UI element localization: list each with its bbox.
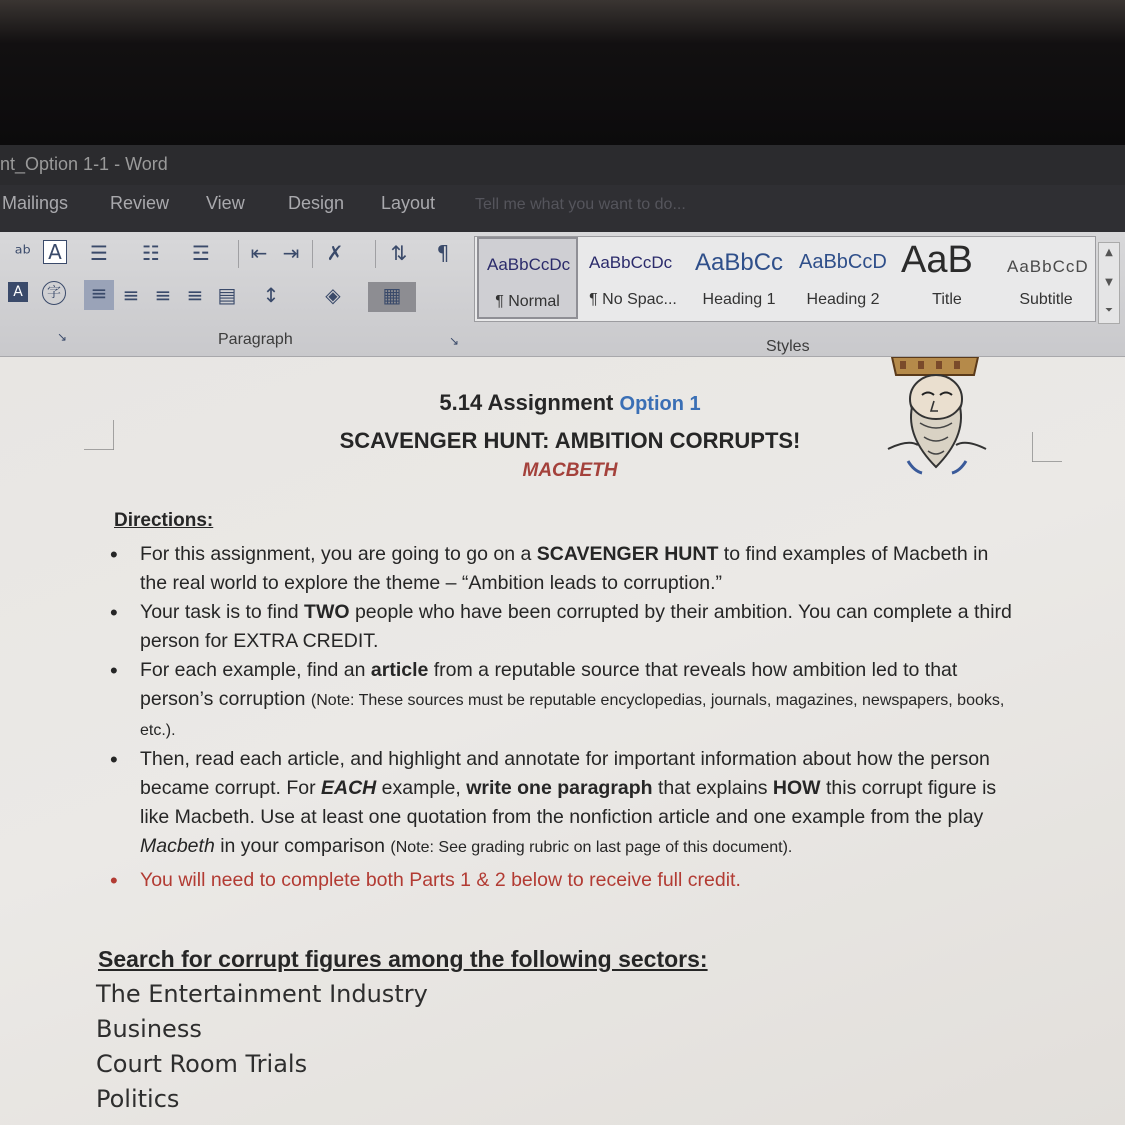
list-item: [140, 656, 1020, 745]
scroll-up-icon[interactable]: ▲: [1105, 247, 1113, 258]
bullets-icon[interactable]: ☰: [90, 241, 108, 265]
more-styles-icon[interactable]: ⏷: [1105, 305, 1113, 316]
scroll-down-icon[interactable]: ▼: [1105, 277, 1113, 288]
text-run: EACH: [320, 777, 377, 799]
styles-scrollbar[interactable]: [1098, 242, 1120, 324]
style-name: ¶ No Spac...: [589, 291, 677, 308]
style-heading-2[interactable]: [791, 237, 895, 319]
text-run: that explains: [652, 777, 773, 799]
style-sample: AaBbCcD: [1007, 257, 1089, 276]
style-name: Heading 2: [806, 291, 880, 308]
distributed-icon[interactable]: ▤: [217, 283, 237, 307]
decrease-indent-icon[interactable]: ⇤: [250, 241, 268, 265]
paragraph-group-label: Paragraph: [218, 331, 293, 348]
align-left-icon[interactable]: ≡: [84, 280, 114, 310]
separator: [238, 240, 239, 268]
style-title[interactable]: [895, 237, 999, 319]
style-sample: AaB: [901, 239, 973, 281]
asian-layout-icon[interactable]: ✗: [326, 241, 344, 265]
align-right-icon[interactable]: ≡: [154, 283, 172, 307]
character-border-icon[interactable]: A: [43, 240, 67, 264]
multilevel-list-icon[interactable]: ☲: [192, 241, 210, 265]
tell-me-search[interactable]: Tell me what you want to do...: [475, 196, 686, 213]
justify-icon[interactable]: ≡: [186, 283, 204, 307]
separator: [312, 240, 313, 268]
window-title: nt_Option 1-1 - Word: [0, 154, 168, 174]
sector-item: The Entertainment Industry: [96, 980, 428, 1008]
directions-list: [140, 540, 1020, 895]
directions-heading: Directions:: [114, 510, 214, 531]
numbering-icon[interactable]: ☷: [142, 241, 160, 265]
dialog-launcher-icon[interactable]: ↘: [56, 330, 68, 344]
highlight-icon[interactable]: A: [8, 282, 28, 302]
text-run: For each example, find an: [140, 659, 371, 681]
separator: [375, 240, 376, 268]
paragraph-dialog-launcher-icon[interactable]: ↘: [448, 334, 460, 348]
tab-layout[interactable]: Layout: [381, 193, 436, 213]
style-sample: AaBbCc: [695, 249, 784, 276]
sector-item: Politics: [96, 1085, 180, 1113]
style-sample: AaBbCcD: [799, 251, 887, 273]
tab-mailings[interactable]: Mailings: [2, 193, 69, 213]
show-formatting-icon[interactable]: ¶: [436, 241, 450, 265]
play-title: MACBETH: [522, 460, 618, 481]
text-run: article: [370, 659, 429, 681]
assignment-title: [100, 390, 1040, 416]
text-run: Macbeth: [140, 835, 215, 857]
text-run: example,: [376, 777, 467, 799]
text-run: Your task is to find: [140, 601, 305, 623]
text-run: (Note: These sources must be reputable encyclopedias, journals, magazines, newspapers, books, etc.).: [140, 692, 1005, 739]
tab-design[interactable]: Design: [288, 193, 345, 213]
style-name: ¶ Normal: [495, 293, 560, 310]
tab-review[interactable]: Review: [110, 193, 170, 213]
sectors-heading: Search for corrupt figures among the following sectors:: [98, 946, 708, 972]
style-name: Heading 1: [702, 291, 776, 308]
title-bar: [0, 145, 1125, 185]
style-name: Title: [932, 291, 962, 308]
increase-indent-icon[interactable]: ⇥: [282, 241, 300, 265]
text-run: this corrupt figure is like Macbeth. Use at least one quotation from the nonfiction article and one example from the play: [140, 777, 997, 828]
monitor-bezel: [0, 0, 1125, 145]
align-center-icon[interactable]: ≡: [122, 283, 140, 307]
text-effects-icon[interactable]: ᵃᵇ: [14, 241, 32, 265]
text-run: to find examples of Macbeth in the real world to explore the theme – “Ambition leads to corruption.”: [140, 543, 989, 594]
text-run: people who have been corrupted by their ambition. You can complete a third person for EXTRA CREDIT.: [140, 601, 1012, 652]
text-run: write one paragraph: [466, 777, 653, 799]
sector-item: Business: [96, 1015, 202, 1043]
assignment-subtitle: SCAVENGER HUNT: AMBITION CORRUPTS!: [339, 428, 801, 453]
style-normal[interactable]: [477, 237, 578, 319]
sector-item: Court Room Trials: [96, 1050, 308, 1078]
text-run: in your comparison: [214, 835, 391, 857]
style-sample: AaBbCcDc: [589, 253, 673, 272]
text-run: For this assignment, you are going to go on a: [140, 543, 537, 565]
borders-icon[interactable]: ▦: [368, 282, 416, 312]
list-item: [140, 866, 1020, 895]
title-option: Option 1: [619, 393, 701, 415]
style-no-spacing[interactable]: [581, 237, 685, 319]
shading-icon[interactable]: ◈: [325, 283, 341, 307]
list-item: [140, 745, 1020, 862]
macbeth-king-image: [878, 357, 996, 477]
style-name: Subtitle: [1019, 291, 1073, 308]
text-run: TWO: [304, 601, 350, 623]
text-run: HOW: [772, 777, 821, 799]
text-run: SCAVENGER HUNT: [536, 543, 719, 565]
text-run: from a reputable source that reveals how ambition led to that person’s corruption: [140, 659, 958, 710]
sort-icon[interactable]: ⇅: [390, 241, 408, 265]
enclose-characters-icon[interactable]: 字: [42, 281, 66, 305]
style-heading-1[interactable]: [687, 237, 791, 319]
list-item: [140, 540, 1020, 598]
style-subtitle[interactable]: [999, 237, 1093, 319]
line-spacing-icon[interactable]: ↕: [262, 283, 280, 307]
title-main: 5.14 Assignment: [439, 390, 614, 415]
text-run: (Note: See grading rubric on last page of this document).: [390, 839, 793, 856]
tab-view[interactable]: View: [206, 193, 245, 213]
style-sample: AaBbCcDc: [487, 255, 571, 274]
styles-gallery: [474, 236, 1096, 322]
text-run: Then, read each article, and highlight and annotate for important information about how the person became corrupt. For: [140, 748, 990, 799]
list-item: [140, 598, 1020, 656]
text-run: You will need to complete both Parts 1 & 2 below to receive full credit.: [140, 869, 741, 891]
styles-group-label: Styles: [766, 338, 810, 355]
